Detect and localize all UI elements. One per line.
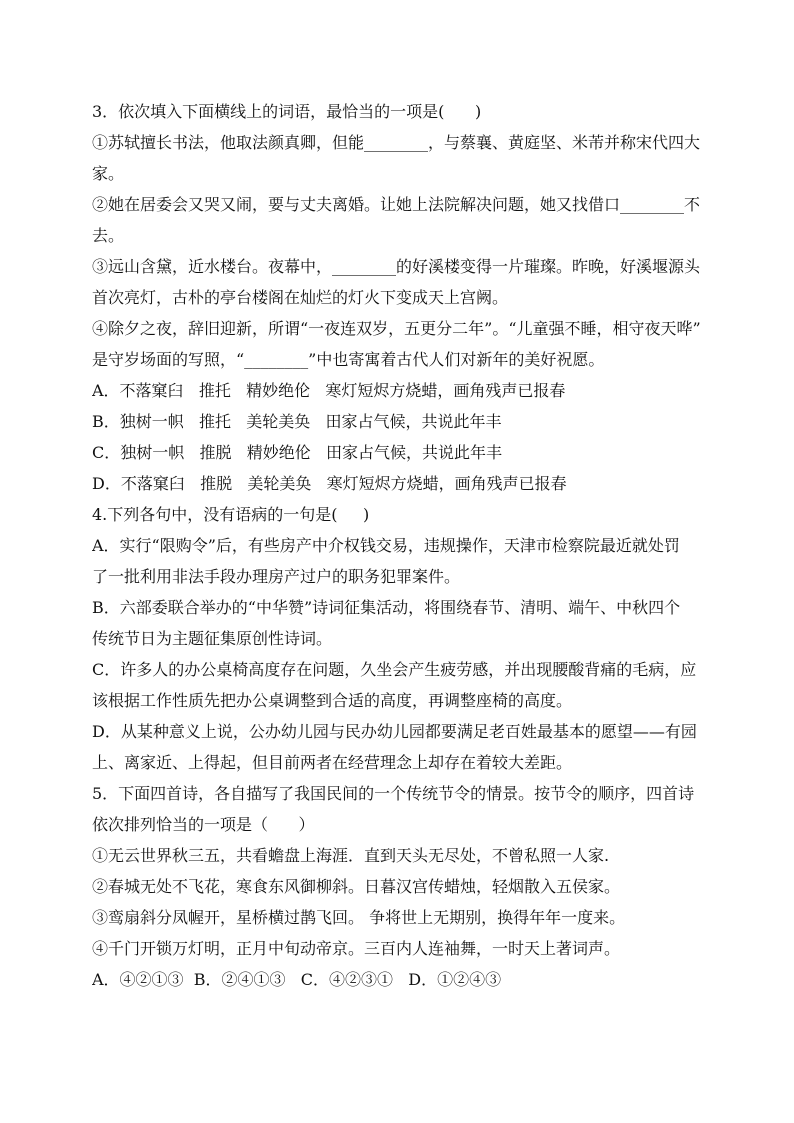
passage-line: 家。 (92, 164, 125, 183)
question-stem: 4.下列各句中，没有语病的一句是( ) (92, 505, 370, 524)
option-b: B．六部委联合举办的“中华赞”诗词征集活动，将围绕春节、清明、端午、中秋四个 (92, 598, 681, 617)
option-b-continued: 传统节日为主题征集原创性诗词。 (92, 629, 333, 648)
option-c: C．独树一帜 推脱 精妙绝伦 田家占气候，共说此年丰 (92, 443, 503, 462)
passage-line: ②她在居委会又哭又闹，要与丈夫离婚。让她上法院解决问题，她又找借口________不 (92, 195, 701, 214)
passage-line: 首次亮灯，古朴的亭台楼阁在灿烂的灯火下变成天上宫阙。 (92, 288, 509, 307)
passage-line: ④除夕之夜，辞旧迎新，所谓“一夜连双岁，五更分二年”。“儿童强不睡，相守夜天哗” (92, 319, 701, 338)
passage-line: ①苏轼擅长书法，他取法颜真卿，但能________，与蔡襄、黄庭坚、米芾并称宋代四大 (92, 133, 701, 152)
question-4 (92, 499, 704, 778)
poem-line: ②春城无处不飞花，寒食东风御柳斜。日暮汉宫传蜡烛，轻烟散入五侯家。 (92, 877, 621, 896)
option-c-continued: 该根据工作性质先把办公桌调整到合适的高度，再调整座椅的高度。 (92, 691, 573, 710)
option-c: C．许多人的办公桌椅高度存在问题，久坐会产生疲劳感，并出现腰酸背痛的毛病，应 (92, 660, 697, 679)
passage-line: 是守岁场面的写照，“________”中也寄寓着古代人们对新年的美好祝愿。 (92, 350, 605, 369)
option-d: D．不落窠臼 推脱 美轮美奂 寒灯短烬方烧蜡，画角残声已报春 (92, 474, 567, 493)
document-page (92, 96, 704, 995)
question-5 (92, 778, 704, 995)
poem-line: ③鸾扇斜分凤幄开，星桥横过鹊飞回。 争将世上无期别，换得年年一度来。 (92, 908, 626, 927)
option-d-continued: 上、离家近、上得起，但目前两者在经营理念上却存在着较大差距。 (92, 753, 573, 772)
option-a: A．不落窠臼 推托 精妙绝伦 寒灯短烬方烧蜡，画角残声已报春 (92, 381, 566, 400)
option-a: A．实行“限购令”后，有些房产中介权钱交易，违规操作，天津市检察院最近就处罚 (92, 536, 680, 555)
option-b: B．独树一帜 推托 美轮美奂 田家占气候，共说此年丰 (92, 412, 502, 431)
answer-options: A．④②①③ B．②④①③ C．④②③① D．①②④③ (92, 970, 502, 989)
question-stem: 3．依次填入下面横线上的词语，最恰当的一项是( ) (92, 102, 482, 121)
passage-line: 去。 (92, 226, 125, 245)
option-a-continued: 了一批利用非法手段办理房产过户的职务犯罪案件。 (92, 567, 461, 586)
option-d: D．从某种意义上说，公办幼儿园与民办幼儿园都要满足老百姓最基本的愿望——有园 (92, 722, 697, 741)
question-stem-continued: 依次排列恰当的一项是（ ） (92, 815, 315, 834)
poem-line: ④千门开锁万灯明，正月中旬动帝京。三百内人连袖舞，一时天上著词声。 (92, 939, 621, 958)
question-stem: 5．下面四首诗，各自描写了我国民间的一个传统节令的情景。按节令的顺序，四首诗 (92, 784, 695, 803)
passage-line: ③远山含黛，近水楼台。夜幕中，________的好溪楼变得一片璀璨。昨晚，好溪堰源头 (92, 257, 701, 276)
poem-line: ①无云世界秋三五，共看蟾盘上海涯．直到天头无尽处，不曾私照一人家. (92, 846, 610, 865)
question-3 (92, 96, 704, 499)
